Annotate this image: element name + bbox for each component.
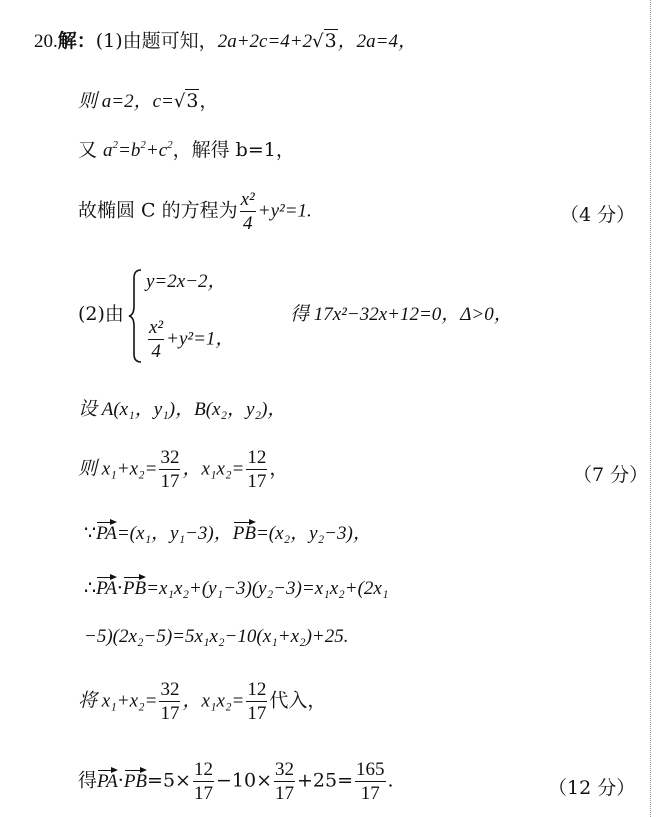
line-abc-relation — [78, 141, 295, 160]
frac-32-17-a: $\frac{32}{17}$ — [160, 447, 180, 492]
line-substitute — [78, 680, 326, 723]
dot-expansion-cont: −5)(2x₂−5)=5x₁x₂−10(x₁+x₂)+25. — [84, 626, 349, 647]
score-7: （7 分） — [573, 464, 649, 486]
system-eq-ellipse: +y²=1， — [166, 328, 235, 350]
comma: ， — [269, 457, 289, 480]
frac-12-17-c: $\frac{12}{17}$ — [193, 759, 213, 804]
line-dot-product — [84, 575, 388, 598]
frac-32-17-c: $\frac{32}{17}$ — [275, 759, 295, 804]
vieta-sum-label: 则 x₁+x₂= — [78, 458, 158, 480]
frac-x2-over-4: $\frac{\text{x²}}{4}$ — [240, 189, 255, 234]
final-eq-5: =5× — [147, 769, 191, 792]
sub-sum-label: 将 x₁+x₂= — [78, 690, 158, 712]
final-minus-10: −10× — [215, 769, 273, 792]
ellipse-equation-rest: +y²=1. — [257, 200, 312, 222]
line-a-c-values — [78, 92, 218, 111]
substitute-text: 代入， — [269, 689, 327, 712]
system-line-1 — [146, 272, 227, 291]
problem-number: 20. — [34, 31, 58, 52]
sqrt-3-a: √3 — [312, 30, 337, 52]
line-vieta — [78, 448, 288, 491]
quadratic-result — [290, 305, 513, 324]
solve-b: ，解得 b=1， — [172, 139, 295, 161]
vector-pb: PB — [123, 575, 146, 598]
solution-label: 解： — [57, 30, 96, 52]
line-dot-product-cont — [84, 627, 349, 646]
line-set-points — [78, 400, 286, 419]
final-plus-25: +25= — [297, 769, 354, 792]
ellipse-equation-label: 故椭圆 C 的方程为 — [78, 199, 238, 222]
equation-2a-4: ，2a=4， — [337, 31, 417, 52]
set-points-text: 设 A(x₁，y₁)，B(x₂，y₂)， — [78, 399, 287, 420]
dot-operator: · — [117, 769, 124, 792]
quadratic-text: 得 17x²−32x+12=0，Δ>0， — [290, 304, 513, 325]
pa-value: =(x₁，y₁−3)， — [116, 523, 233, 544]
vieta-prod-label: ，x₁x₂= — [182, 458, 245, 480]
abc-relation: $a^2=b^2+c^2$ — [103, 139, 173, 161]
dot-expansion: =x₁x₂+(y₁−3)(y₂−3)=x₁x₂+(2x₁ — [146, 578, 389, 599]
vector-pa: PA — [96, 575, 117, 598]
line-part1-intro — [34, 32, 417, 51]
vector-pb: PB — [124, 768, 147, 791]
vector-pa: PA — [97, 768, 118, 791]
vector-pb: PB — [233, 520, 256, 543]
sqrt-3-b: √3 — [173, 90, 199, 112]
period: . — [387, 769, 394, 792]
sub-prod-label: ，x₁x₂= — [182, 690, 245, 712]
left-brace-icon — [128, 268, 144, 364]
frac-165-17: $\frac{165}{17}$ — [356, 759, 385, 804]
frac-12-17-a: $\frac{12}{17}$ — [247, 447, 267, 492]
line-final-result — [78, 760, 394, 803]
a-c-values: 则 a=2，c= — [78, 91, 174, 112]
score-4: （4 分） — [560, 204, 636, 226]
frac-x2-over-4-system: $\frac{\text{x²}}{4}$ — [149, 317, 164, 362]
frac-32-17-b: $\frac{32}{17}$ — [160, 679, 180, 724]
system-eq-line: y=2x−2， — [146, 271, 227, 292]
part2-intro: (2)由 — [78, 303, 124, 325]
frac-12-17-b: $\frac{12}{17}$ — [247, 679, 267, 724]
final-label: 得 — [78, 769, 98, 792]
line-vectors — [84, 520, 372, 543]
equation-2a-2c: 2a+2c=4+2 — [217, 31, 313, 52]
again-label: 又 — [78, 139, 104, 161]
score-12: （12 分） — [548, 777, 636, 799]
because-symbol: ∵ — [84, 522, 97, 544]
comma: ， — [199, 90, 219, 112]
therefore-symbol: ∴ — [84, 577, 97, 599]
line-ellipse-equation — [78, 190, 312, 233]
system-line-2 — [146, 318, 234, 361]
vector-pa: PA — [96, 520, 117, 543]
part1-intro: (1)由题可知， — [95, 30, 218, 52]
margin-dotted-line — [650, 0, 651, 817]
pb-value: =(x₂，y₂−3)， — [255, 523, 372, 544]
dot-operator: · — [116, 577, 123, 599]
